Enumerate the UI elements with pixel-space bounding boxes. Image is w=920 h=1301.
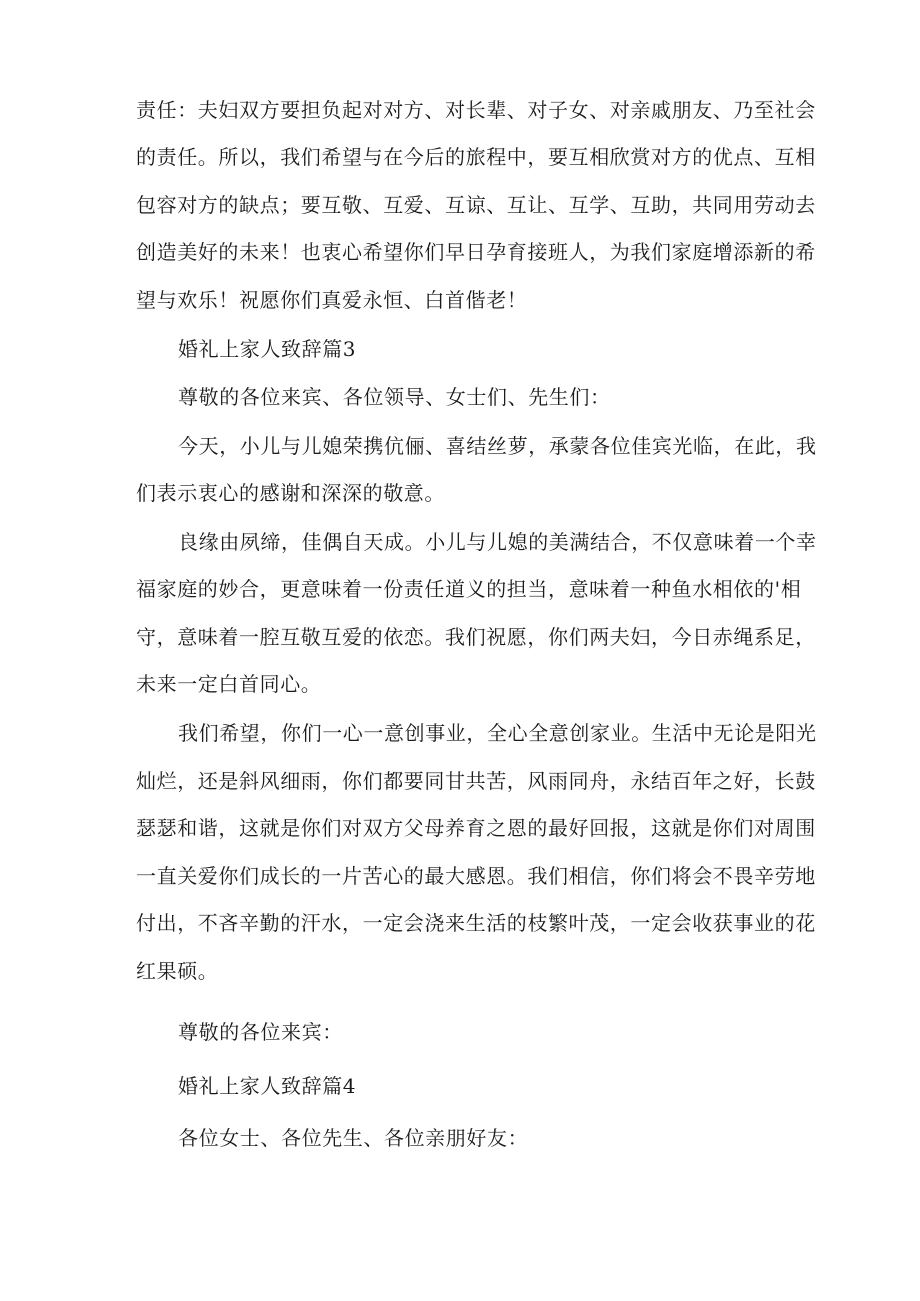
section-heading: 婚礼上家人致辞篇4 — [178, 1074, 357, 1098]
salutation: 尊敬的各位来宾： — [178, 1020, 343, 1044]
salutation: 各位女士、各位先生、各位亲朋好友： — [178, 1126, 529, 1150]
text-line: 一直关爱你们成长的一片苦心的最大感恩。我们相信，你们将会不畏辛劳地 — [136, 864, 816, 888]
text-line: 创造美好的未来！也衷心希望你们早日孕育接班人，为我们家庭增添新的希 — [136, 240, 816, 264]
text-line: 的责任。所以，我们希望与在今后的旅程中，要互相欣赏对方的优点、互相 — [136, 145, 816, 169]
text-line: 福家庭的妙合，更意味着一份责任道义的担当，意味着一种鱼水相依的'相 — [136, 577, 802, 601]
text-line: 守，意味着一腔互敬互爱的依恋。我们祝愿，你们两夫妇，今日赤绳系足， — [136, 625, 816, 649]
text-line: 包容对方的缺点；要互敬、互爱、互谅、互让、互学、互助，共同用劳动去 — [136, 193, 816, 217]
text-line: 们表示衷心的感谢和深深的敬意。 — [136, 481, 445, 505]
text-line: 未来一定白首同心。 — [136, 672, 322, 696]
text-line: 付出，不吝辛勤的汗水，一定会浇来生活的枝繁叶茂，一定会收获事业的花 — [136, 911, 816, 935]
text-line: 良缘由夙缔，佳偶自天成。小儿与儿媳的美满结合，不仅意味着一个幸 — [178, 530, 817, 554]
salutation: 尊敬的各位来宾、各位领导、女士们、先生们： — [178, 385, 611, 409]
text-line: 红果硕。 — [136, 959, 219, 983]
section-heading: 婚礼上家人致辞篇3 — [178, 337, 357, 361]
text-line: 责任：夫妇双方要担负起对对方、对长辈、对子女、对亲戚朋友、乃至社会 — [136, 98, 816, 122]
text-line: 今天，小儿与儿媳荣携伉俪、喜结丝萝，承蒙各位佳宾光临，在此，我 — [178, 434, 817, 458]
text-line: 我们希望，你们一心一意创事业，全心全意创家业。生活中无论是阳光 — [178, 721, 817, 745]
text-line: 灿烂，还是斜风细雨，你们都要同甘共苦，风雨同舟，永结百年之好，长鼓 — [136, 769, 816, 793]
text-line: 瑟瑟和谐，这就是你们对双方父母养育之恩的最好回报，这就是你们对周围 — [136, 816, 816, 840]
text-line: 望与欢乐！祝愿你们真爱永恒、白首偕老！ — [136, 288, 528, 312]
